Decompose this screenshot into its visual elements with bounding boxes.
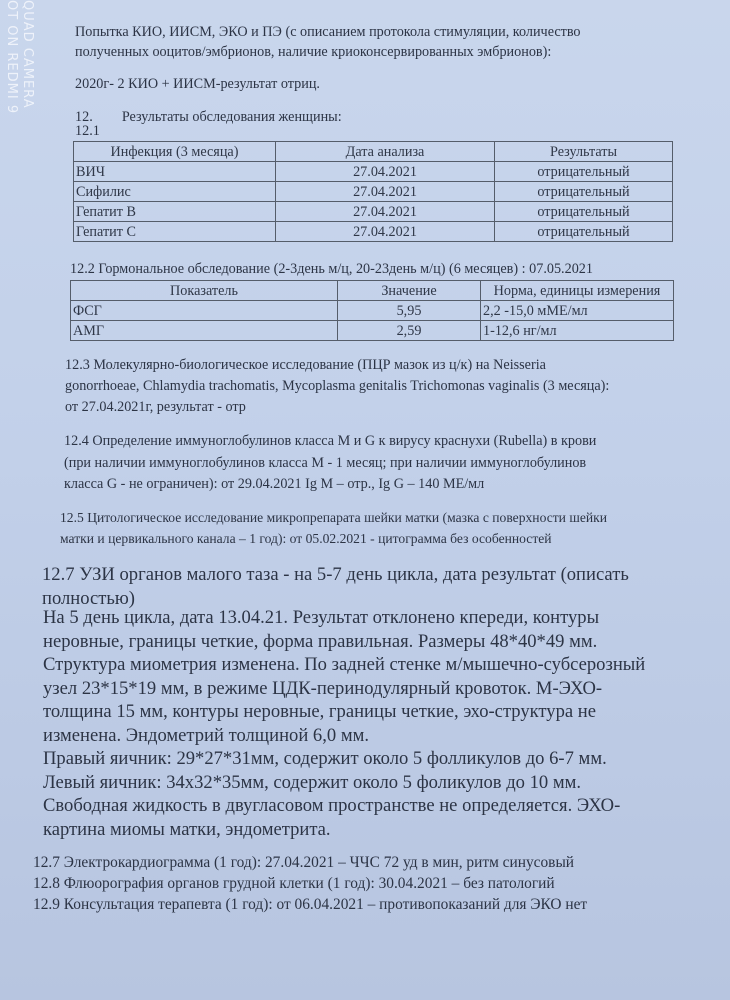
- analysis-result: отрицательный: [495, 162, 673, 182]
- analysis-result: отрицательный: [495, 202, 673, 222]
- ultrasound-heading-line-1: 12.7 УЗИ органов малого таза - на 5-7 день цикла, дата результат (описать: [42, 564, 629, 585]
- pcr-section: [65, 355, 609, 418]
- ultrasound-result: [43, 606, 645, 841]
- infections-table: [73, 141, 673, 242]
- table-row: [74, 222, 673, 242]
- fluorography-result: 12.8 Флюорография органов грудной клетки (1 год): 30.04.2021 – без патологий: [33, 875, 555, 892]
- ultrasound-line: толщина 15 мм, контуры неровные, границы четкие, эхо-структура не: [43, 701, 597, 722]
- table-row: [74, 182, 673, 202]
- cytology-line-2: матки и цервикального канала – 1 год): от 05.02.2021 - цитограмма без особенностей: [60, 531, 552, 546]
- header-norm: Норма, единицы измерения: [481, 281, 674, 301]
- watermark-line-1: OT ON REDMI 9: [4, 0, 19, 115]
- ultrasound-line: неровные, границы четкие, форма правильная. Размеры 48*40*49 мм.: [43, 630, 598, 652]
- analysis-date: 27.04.2021: [276, 162, 495, 182]
- header-date: Дата анализа: [276, 142, 495, 162]
- ultrasound-line: Свободная жидкость в двугласовом пространстве не определяется. ЭХО-: [43, 795, 621, 816]
- analysis-result: отрицательный: [495, 182, 673, 202]
- ultrasound-heading: [42, 563, 629, 610]
- hormone-name: АМГ: [71, 321, 338, 341]
- ultrasound-line: На 5 день цикла, дата 13.04.21. Результат отклонено кпереди, контуры: [43, 607, 600, 628]
- hormone-value: 5,95: [338, 301, 481, 321]
- infection-name: Гепатит В: [74, 202, 276, 222]
- pcr-line-1: 12.3 Молекулярно-биологическое исследование (ПЦР мазок из ц/к) на Neisseria: [65, 357, 546, 373]
- infection-name: ВИЧ: [74, 162, 276, 182]
- table-row: [74, 162, 673, 182]
- header-result: Результаты: [495, 142, 673, 162]
- table-header-row: [71, 281, 674, 301]
- intro-line-2: полученных ооцитов/эмбрионов, наличие криоконсервированных эмбрионов):: [75, 44, 552, 60]
- camera-watermark: [4, 2, 38, 132]
- ecg-result: 12.7 Электрокардиограмма (1 год): 27.04.2021 – ЧЧС 72 уд в мин, ритм синусовый: [33, 854, 575, 871]
- hormone-norm: 1-12,6 нг/мл: [481, 321, 674, 341]
- analysis-date: 27.04.2021: [276, 202, 495, 222]
- pcr-line-2: gonorrhoeae, Chlamydia trachomatis, Mycoplasma genitalis Trichomonas vaginalis (3 месяца):: [65, 378, 610, 394]
- hormones-table: [70, 280, 674, 341]
- pcr-line-3: от 27.04.2021г, результат - отр: [65, 399, 246, 415]
- cytology-line-1: 12.5 Цитологическое исследование микропрепарата шейки матки (мазка с поверхности шейки: [60, 510, 608, 525]
- rubella-line-3: класса G - не ограничен): от 29.04.2021 Ig M – отр., Ig G – 140 МЕ/мл: [64, 476, 485, 492]
- analysis-date: 27.04.2021: [276, 182, 495, 202]
- section-title: Результаты обследования женщины:: [121, 109, 342, 125]
- section-number: 12.: [75, 109, 93, 125]
- therapist-consultation: 12.9 Консультация терапевта (1 год): от 06.04.2021 – противопоказаний для ЭКО нет: [33, 896, 588, 913]
- ultrasound-line: узел 23*15*19 мм, в режиме ЦДК-перинодулярный кровоток. М-ЭХО-: [43, 677, 603, 699]
- hormones-title: 12.2 Гормональное обследование (2-3день м/ц, 20-23день м/ц) (6 месяцев) : 07.05.2021: [70, 261, 593, 277]
- ultrasound-line: Структура миометрия изменена. По задней стенке м/мышечно-субсерозный: [43, 654, 646, 675]
- rubella-line-1: 12.4 Определение иммуноглобулинов класса М и G к вирусу краснухи (Rubella) в крови: [64, 433, 597, 449]
- ultrasound-line: картина миомы матки, эндометрита.: [43, 818, 331, 840]
- cytology-section: [60, 507, 607, 549]
- table-row: [71, 321, 674, 341]
- rubella-section: [64, 431, 596, 496]
- header-indicator: Показатель: [71, 281, 338, 301]
- other-tests: [33, 852, 587, 915]
- header-infection: Инфекция (3 месяца): [74, 142, 276, 162]
- watermark-line-2: QUAD CAMERA: [20, 0, 35, 109]
- ultrasound-line: изменена. Эндометрий толщиной 6,0 мм.: [43, 724, 369, 746]
- table-row: [71, 301, 674, 321]
- analysis-result: отрицательный: [495, 222, 673, 242]
- infection-name: Сифилис: [74, 182, 276, 202]
- intro-text: [75, 22, 581, 62]
- ultrasound-line: Правый яичник: 29*27*31мм, содержит около 5 фолликулов до 6-7 мм.: [43, 748, 607, 769]
- rubella-line-2: (при наличии иммуноглобулинов класса М - 1 месяц; при наличии иммуноглобулинов: [64, 454, 587, 471]
- hormone-value: 2,59: [338, 321, 481, 341]
- ultrasound-line: Левый яичник: 34х32*35мм, содержит около 5 фоликулов до 10 мм.: [43, 771, 582, 793]
- infection-name: Гепатит С: [74, 222, 276, 242]
- hormone-name: ФСГ: [71, 301, 338, 321]
- header-value: Значение: [338, 281, 481, 301]
- intro-line-1: Попытка КИО, ИИСМ, ЭКО и ПЭ (с описанием протокола стимуляции, количество: [75, 24, 581, 40]
- analysis-date: 27.04.2021: [276, 222, 495, 242]
- ivf-history: 2020г- 2 КИО + ИИСМ-результат отриц.: [75, 76, 320, 92]
- table-header-row: [74, 142, 673, 162]
- hormone-norm: 2,2 -15,0 мМЕ/мл: [481, 301, 674, 321]
- table-row: [74, 202, 673, 222]
- ultrasound-heading-line-2: полностью): [42, 587, 135, 609]
- section-12-heading: [75, 107, 342, 127]
- subsection-12-1: 12.1: [75, 123, 100, 139]
